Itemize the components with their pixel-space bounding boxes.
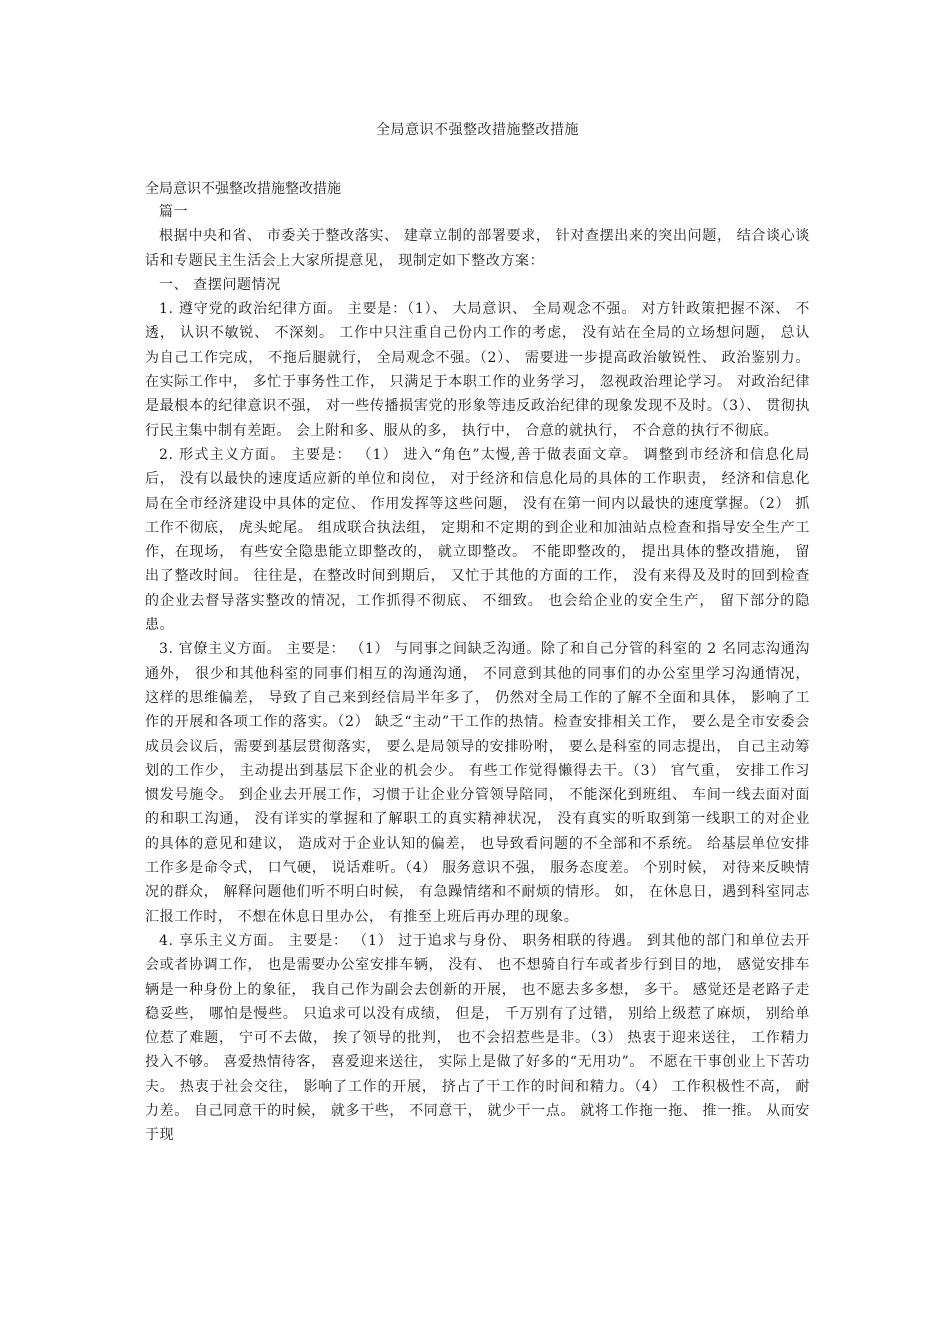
document-title: 全局意识不强整改措施整改措施 [376, 122, 579, 138]
paragraph-heading-problems: 一、 查摆问题情况 [159, 276, 281, 293]
document-page [145, 120, 810, 1148]
document-subtitle: 全局意识不强整改措施整改措施 [145, 181, 341, 197]
paragraph-formalism: 2. 形式主义方面。 主要是： （1） 进入“角色”太慢,善于做表面文章。 调整到市经济和信息化局后， 没有以最快的速度适应新的单位和岗位， 对于经济和信息化局的具体的工作职责， 经济和信息化局在全市经济建设中具体的定位、 作用发挥等这些问题， 没有在第一间内以最快的速度掌握。（2） 抓工作不彻底， 虎头蛇尾。 组成联合执法组， 定期和不定期的到企业和加油站点检查和指导安全生产工作，在现场， 有些安全隐患能立即整改的， 就立即整改。 不能即整改的， 提出具体的整改措施， 留出了整改时间。 往往是，在整改时间到期后， 又忙于其他的方面的工作， 没有来得及及时的回到检查的企业去督导落实整改的情况，工作抓得不彻底、 不细致。 也会给企业的安全生产， 留下部分的隐患。 [145, 446, 810, 634]
paragraph-bureaucratism: 3. 官僚主义方面。 主要是： （1） 与同事之间缺乏沟通。除了和自己分管的科室的 2 名同志沟通沟通外， 很少和其他科室的同事们相互的沟通沟通， 不同意到其他的同事们的办公室里学习沟通情况， 这样的思维偏差， 导致了自己来到经信局半年多了， 仍然对全局工作的了解不全面和具体， 影响了工作的开展和各项工作的落实。（2） 缺乏“主动”干工作的热情。检查安排相关工作， 要么是全市安委会成员会议后，需要到基层贯彻落实， 要么是局领导的安排吩咐， 要么是科室的同志提出， 自己主动筹划的工作少， 主动提出到基层下企业的机会少。 有些工作觉得懒得去干。（3） 官气重， 安排工作习惯发号施令。 到企业去开展工作，习惯于让企业分管领导陪同， 不能深化到班组、 车间一线去面对面的和职工沟通， 没有详实的掌握和了解职工的真实精神状况， 没有真实的听取到第一线职工的对企业的具体的意见和建议， 造成对于企业认知的偏差， 也导致看问题的不全部和不系统。 给基层单位安排工作多是命令式， 口气硬， 说话难听。（4） 服务意识不强， 服务态度差。 个别时候， 对待来反映情况的群众， 解释问题他们听不明白时候， 有急躁情绪和不耐烦的情形。 如， 在休息日，遇到科室同志汇报工作时， 不想在休息日里办公， 有推至上班后再办理的现象。 [145, 641, 810, 925]
paragraph-intro: 根据中央和省、 市委关于整改落实、 建章立制的部署要求， 针对查摆出来的突出问题， 结合谈心谈话和专题民主生活会上大家所提意见， 现制定如下整改方案： [145, 228, 810, 269]
paragraph-hedonism: 4. 享乐主义方面。 主要是： （1） 过于追求与身份、 职务相联的待遇。 到其他的部门和单位去开会或者协调工作， 也是需要办公室安排车辆， 没有、 也不想骑自行车或者步行到目的地， 感觉安排车辆是一种身份上的象征， 我自己作为副会去创新的开展， 也不愿去多多想， 多干。 感觉还是老路子走稳妥些， 哪怕是慢些。 只追求可以没有成绩， 但是， 千万别有了过错， 别给上级惹了麻烦， 别给单位惹了难题， 宁可不去做， 挨了领导的批判， 也不会招惹些是非。（3） 热衷于迎来送往， 工作精力投入不够。 喜爱热情待客， 喜爱迎来送往， 实际上是做了好多的“无用功”。 不愿在干事创业上下苦功夫。 热衷于社会交往， 影响了工作的开展， 挤占了干工作的时间和精力。（4） 工作积极性不高， 耐力差。 自己同意干的时候， 就多干些， 不同意干， 就少干一点。 就将工作拖一拖、 推一推。 从而安于现 [145, 932, 810, 1144]
paragraph-political-discipline: 1. 遵守党的政治纪律方面。 主要是：（1）、 大局意识、 全局观念不强。 对方针政策把握不深、 不透， 认识不敏锐、 不深刻。 工作中只注重自己份内工作的考虑， 没有站在全局的立场想问题， 总认为自己工作完成， 不拖后腿就行， 全局观念不强。（2）、 需要进一步提高政治敏锐性、 政治鉴别力。在实际工作中， 多忙于事务性工作， 只满足于本职工作的业务学习， 忽视政治理论学习。 对政治纪律是最根本的纪律意识不强， 对一些传播损害党的形象等违反政治纪律的现象发现不及时。（3）、 贯彻执行民主集中制有差距。 会上附和多、服从的多， 执行中， 合意的就执行， 不合意的执行不彻底。 [145, 301, 810, 439]
paragraph-section-label: 篇一 [159, 204, 189, 220]
